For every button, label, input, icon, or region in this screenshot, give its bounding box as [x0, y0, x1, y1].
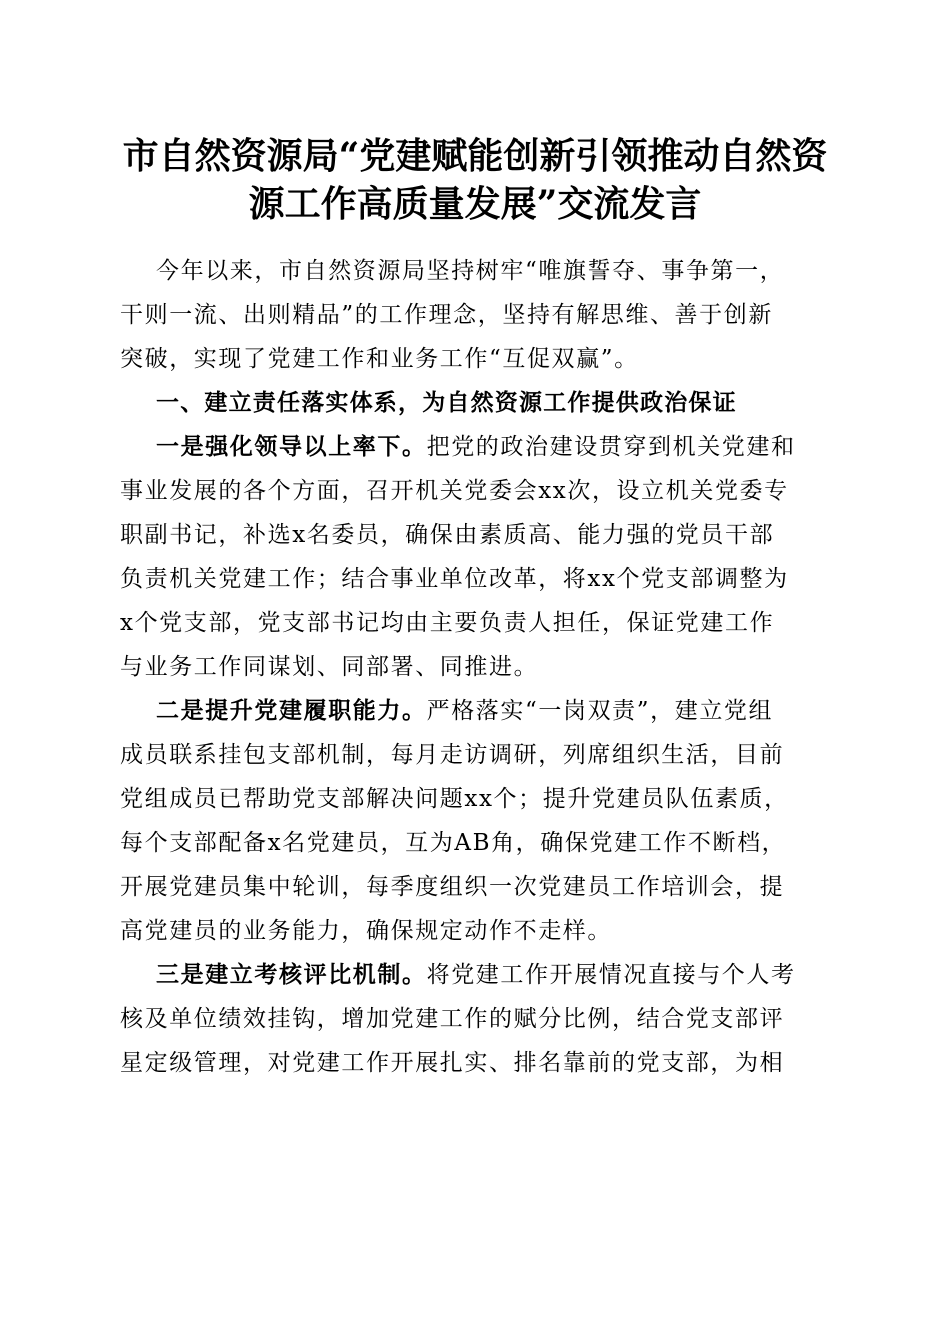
- text-line: 突破，实现了党建工作和业务工作“互促双赢”。: [120, 346, 639, 372]
- paragraph-text: 将党建工作开展情况直接与个人考: [426, 962, 796, 988]
- paragraph-1: [120, 425, 828, 689]
- text-line: 负责机关党建工作；结合事业单位改革，将xx个党支部调整为: [120, 566, 789, 592]
- text-line: 高党建员的业务能力，确保规定动作不走样。: [120, 918, 612, 944]
- section-heading: [120, 381, 828, 425]
- paragraph-text: 把党的政治建设贯穿到机关党建和: [426, 434, 796, 460]
- paragraph-3: [120, 953, 828, 1085]
- paragraph-lead: 三是建立考核评比机制。: [156, 961, 427, 988]
- intro-paragraph: [120, 249, 828, 381]
- text-line: 星定级管理，对党建工作开展扎实、排名靠前的党支部，为相: [120, 1050, 785, 1076]
- paragraph-2: [120, 689, 828, 953]
- text-line: 党组成员已帮助党支部解决问题xx个；提升党建员队伍素质，: [120, 786, 789, 812]
- text-line: 今年以来，市自然资源局坚持树牢“唯旗誓夺、事争第一，: [156, 258, 785, 284]
- text-line: 职副书记，补选x名委员，确保由素质高、能力强的党员干部: [120, 522, 775, 548]
- title-line-1: 市自然资源局“党建赋能创新引领推动自然资: [122, 135, 828, 177]
- text-line: 与业务工作同谋划、同部署、同推进。: [120, 654, 539, 680]
- text-line: 成员联系挂包支部机制，每月走访调研，列席组织生活，目前: [120, 742, 785, 768]
- text-line: 核及单位绩效挂钩，增加党建工作的赋分比例，结合党支部评: [120, 1006, 785, 1032]
- document-body: [120, 249, 828, 1085]
- text-line: x个党支部，党支部书记均由主要负责人担任，保证党建工作: [120, 610, 775, 636]
- text-line: 事业发展的各个方面，召开机关党委会xx次，设立机关党委专: [120, 478, 789, 504]
- paragraph-text: 严格落实“一岗双责”，建立党组: [426, 698, 774, 724]
- text-line: [120, 425, 828, 469]
- section-heading-text: 一、建立责任落实体系，为自然资源工作提供政治保证: [156, 390, 737, 416]
- text-line: 干则一流、出则精品”的工作理念，坚持有解思维、善于创新: [120, 302, 773, 328]
- paragraph-lead: 二是提升党建履职能力。: [156, 697, 427, 724]
- title-line-2: 源工作高质量发展”交流发言: [248, 183, 702, 225]
- paragraph-lead: 一是强化领导以上率下。: [156, 433, 427, 460]
- text-line: 每个支部配备x名党建员，互为AB角，确保党建工作不断档，: [120, 830, 787, 856]
- text-line: 开展党建员集中轮训，每季度组织一次党建员工作培训会，提: [120, 874, 785, 900]
- text-line: [120, 953, 828, 997]
- text-line: [120, 689, 828, 733]
- document-title: [100, 132, 850, 228]
